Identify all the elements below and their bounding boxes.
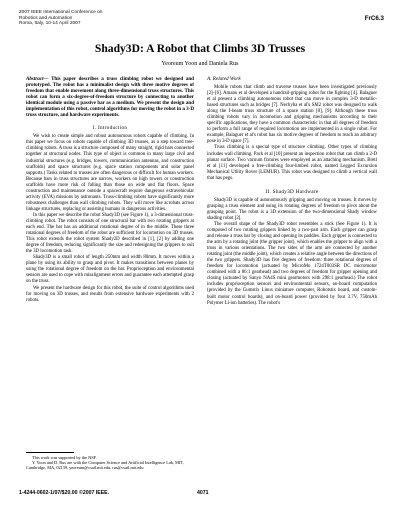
page-header xyxy=(19,10,384,36)
hardware-paragraph: The overall shape of the Shady3D robot resembles a stick (See Figure 1). It is composed of two rotating grippers linked by a two-part arm. Each gripper can grasp and release a truss bar by closing and opening its paddles. Each gripper is connected to the arm by a rotating joint (the gripper joint), which enables the gripper to align with a truss in various orientations. The two sides of the arm are connected by another rotating joint (the middle joint), which creates a relative angle between the directions of the two grippers. Shady3D has five degrees of freedom: three rotational degrees of freedom for locomotion (actuated by MicroMo 1724T003SR DC micromotor combined with a 86:1 gearhead) and two degrees of freedom for gripper opening and closing (actuated by Sanyo NA4S mini gearmotors with 298:1 gearhead.) The robot includes proprioception sensors and environmental sensors, on-board computation (provided by the Gumstix Linux miniature computer, Robotstix board, and custom-built motor control boards), and on-board power (provided by four 3.7V, 750mAh Polymer Li-ion batteries). The robot's xyxy=(207,221,378,306)
related-paragraph: Truss climbing is a special type of structure climbing. Other types of climbing includes wall climbing. Pack et al [10] present an inspection robot that can climb a 2-D planar surface. Two vacuum fixtures were employed as an attaching mechanism. Bretl et al [11] developed a free-climbing four-limbed robot, named Legged Excursion Mechanical Utility Rover (LEMUR). This robot was designed to climb a vertical wall that has pegs. xyxy=(207,145,377,181)
abstract-text: — This paper describes a truss climbing robot we designed and prototyped. The robot has a minimalist design with three motive degrees of freedom that enable movement along three-dimensional truss structures. This robot can form a six-degree-of-freedom structure by connecting to another identical module using a passive bar as a medium. We present the design and implementation of this robot, control algorithms for moving the robot in a 3-D truss structure, and hardware experiments. xyxy=(26,76,194,119)
section-heading-introduction: I. Introduction xyxy=(92,125,128,132)
footnote: This work was supported by the NSF. xyxy=(32,455,97,460)
section-heading-hardware: II. Shady3D Hardware xyxy=(265,188,319,195)
session-code: FrC6.3 xyxy=(364,15,384,22)
related-paragraph: Mobile robots that climb and traverse trusses have been investigated previously [2]–[6]. Amano et al developed a handrail-gripping robot for the fighting [4]. Balaguer et al present a climbing autonomous robot that can move in complex 3-D metallic-based structures such as bridges [7]. Nechyba et al's SM2 robot was designed to walk along the I-beam truss structure of a space station [8], [9]. Although these truss climbing robots vary in locomotion and gripping mechanisms according to their specific applications, they have a common characteristic in that all degrees of freedom to perform a full range of required locomotion are implemented in a single robot. For example, Balaguer et al's robot has six motive degrees of freedom to reach an arbitrary pose in 3-D space [7]. xyxy=(207,85,377,145)
page-number: 4071 xyxy=(197,490,209,496)
intro-paragraph: Shady3D is a small robot of length 250mm and width 80mm. It moves within a plane by using its ability to grasp and pivot. It makes transitions between planes by using the rotational degree of freedom on the bar. Proprioception and environmental sensors are used to cope with misalignment errors and guarantee each attempted grasp on the truss. xyxy=(26,255,194,285)
left-column xyxy=(26,76,194,304)
conference-line: 2007 IEEE International Conference on xyxy=(19,10,103,15)
footnote: Y. Yoon and D. Rus are with the Computer Science and Artificial Intelligence Lab, MIT, Cambridge, MA, 02139, yeoreum@csail.mit.edu, rus@csail.mit.edu xyxy=(26,460,184,470)
intro-paragraph: We present the hardware design for this robot, the suite of control algorithms used for moving on 3D trusses, and results from extensive hardware experiments with 2 robots. xyxy=(26,285,194,303)
paper-authors: Yeoreum Yoon and Daniela Rus xyxy=(161,61,239,67)
conference-line: Roma, Italy, 10-14 April 2007 xyxy=(19,21,81,27)
right-column xyxy=(207,76,377,307)
conference-info xyxy=(19,10,384,27)
paper-title: Shady3D: A Robot that Climbs 3D Trusses xyxy=(94,42,306,55)
conference-line: Robotics and Automation xyxy=(19,15,73,21)
abstract-lead: Abstract xyxy=(26,76,44,82)
subsection-heading-related-work: A. Related Work xyxy=(207,76,241,82)
isbn-copyright: 1-4244-0602-1/07/$20.00 ©2007 IEEE. xyxy=(19,490,110,496)
page-footer xyxy=(19,490,384,498)
intro-paragraph: In this paper we describe the robot Shady3D (see Figure 1), a 3-dimensional truss-climbing robot. The robot consists of one structural bar with two rotating grippers at each end. The bar has an additional rotational degree of in the middle. These three rotational degrees of freedom of the robot are sufficient for locomotion on 3D trusses. This robot extends the robot system Shady2D described in [1], [2] by adding one degree of freedom, reducing significantly the size and redesigning the grippers to suit the 3D locomotion task. xyxy=(26,212,194,255)
footnote-rule xyxy=(26,452,74,453)
abstract xyxy=(26,76,194,118)
footnotes xyxy=(26,455,194,470)
hardware-paragraph: Shady3D is capable of autonomously gripping and moving on trusses. It moves by grasping a truss element and using its rotating degrees of freedom to pivot about the grasping point. The robot is a 3D extension of the two-dimensional Shady window shading robot [2]. xyxy=(207,197,377,221)
intro-paragraph: We wish to create simple and robust autonomous robots capable of climbing. In this paper we focus on robots capable of climbing 3D trusses, as a step toward tree-climbing robots. A truss is a structure composed of many straight, rigid bars connected together at structural nodes. This type of object is common in many large civil and industrial structures (e.g. bridges, towers, communication antennas, and construction scaffolds) and space structures (e.g. space station components and solar panel supports.) Tasks related to trusses are often dangerous or difficult for human workers. Because bars in truss structures are narrow, workers on high towers or construction scaffolds have more risk of falling than those on wide and flat floors. Space construction and maintenance outside a spacecraft require dangerous extravehicular activity (EVA) missions by astronauts. Truss-climbing robots have significantly more robustness challenges than wall climbing robots. They will move like acrobats across linkage structures, replacing or assisting humans in dangerous activities. xyxy=(26,134,194,212)
